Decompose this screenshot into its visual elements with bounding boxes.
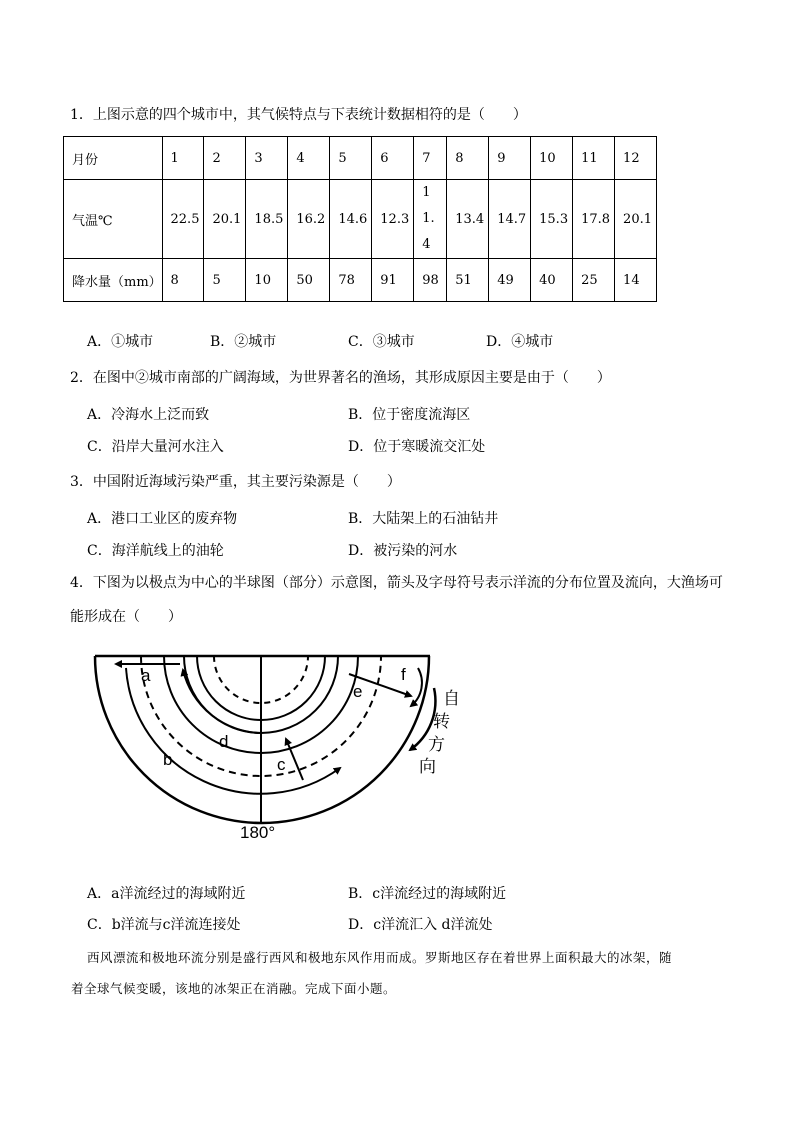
- current-label-b: b: [163, 750, 173, 769]
- table-cell: 98: [414, 259, 447, 302]
- q4-option-c: C．b洋流与c洋流连接处: [87, 917, 241, 933]
- table-cell: 7: [414, 137, 447, 180]
- table-cell: 6: [372, 137, 414, 180]
- passage-line-2: 着全球气候变暖，该地的冰架正在消融。完成下面小题。: [71, 981, 397, 996]
- table-cell-text: 11.4: [422, 185, 435, 252]
- table-cell: 15.3: [531, 180, 573, 259]
- table-cell: 51: [447, 259, 489, 302]
- table-cell: 5: [204, 259, 246, 302]
- current-d-arrow: [183, 670, 262, 733]
- rotation-label-4: 向: [419, 757, 436, 776]
- q4-option-a: A．a洋流经过的海域附近: [87, 886, 246, 902]
- table-header-precipitation: 降水量（mm）: [64, 259, 163, 302]
- passage-line-1: 西风漂流和极地环流分别是盛行西风和极地东风作用而成。罗斯地区存在着世界上面积最大的冰架，随: [87, 950, 673, 965]
- current-label-a: a: [141, 666, 151, 685]
- current-b-arrow: [126, 668, 340, 794]
- table-cell: 2: [204, 137, 246, 180]
- table-cell: 14.7: [489, 180, 531, 259]
- table-cell: 18.5: [246, 180, 288, 259]
- table-cell: 91: [372, 259, 414, 302]
- table-cell: 12.3: [372, 180, 414, 259]
- table-cell: 10: [531, 137, 573, 180]
- q1-option-a: A．①城市: [87, 334, 154, 350]
- q4-stem-line2: 能形成在（ ）: [70, 609, 182, 625]
- table-header-temperature: 气温℃: [64, 180, 163, 259]
- table-cell: 17.8: [573, 180, 615, 259]
- table-cell: 1: [162, 137, 204, 180]
- q1-option-d: D．④城市: [486, 334, 554, 350]
- table-cell: 10: [246, 259, 288, 302]
- table-cell: 3: [246, 137, 288, 180]
- q2-stem: 2．在图中②城市南部的广阔海域，为世界著名的渔场，其形成原因主要是由于（ ）: [70, 370, 611, 386]
- q2-option-d: D．位于寒暖流交汇处: [348, 439, 486, 455]
- rotation-label-3: 方: [428, 735, 445, 754]
- q3-option-d: D．被污染的河水: [348, 543, 458, 559]
- table-cell: 25: [573, 259, 615, 302]
- table-cell: 11: [573, 137, 615, 180]
- table-cell: 14: [615, 259, 657, 302]
- table-cell: 8: [447, 137, 489, 180]
- table-cell: 9: [489, 137, 531, 180]
- rotation-label-2: 转: [433, 712, 450, 731]
- table-cell: 4: [288, 137, 330, 180]
- q4-option-b: B．c洋流经过的海域附近: [348, 886, 507, 902]
- table-cell: 20.1: [615, 180, 657, 259]
- q3-option-c: C．海洋航线上的油轮: [87, 543, 224, 559]
- q3-stem: 3．中国附近海域污染严重，其主要污染源是（ ）: [70, 474, 401, 490]
- table-cell: 12: [615, 137, 657, 180]
- q1-stem: 1．上图示意的四个城市中，其气候特点与下表统计数据相符的是（ ）: [70, 107, 527, 123]
- table-cell: 5: [330, 137, 372, 180]
- q1-option-b: B．②城市: [210, 334, 277, 350]
- table-cell: 16.2: [288, 180, 330, 259]
- current-label-e: e: [353, 682, 363, 701]
- q4-option-d: D．c洋流汇入 d洋流处: [348, 917, 493, 933]
- table-row-temperature: [64, 180, 657, 259]
- current-label-f: f: [401, 665, 406, 684]
- current-label-c: c: [277, 755, 286, 774]
- table-cell: 20.1: [204, 180, 246, 259]
- table-cell: 50: [288, 259, 330, 302]
- table-cell: 78: [330, 259, 372, 302]
- q3-option-b: B．大陆架上的石油钻井: [348, 511, 499, 527]
- table-cell: 8: [162, 259, 204, 302]
- q4-stem-line1: 4．下图为以极点为中心的半球图（部分）示意图，箭头及字母符号表示洋流的分布位置及流向，大渔场可: [70, 575, 723, 591]
- table-cell: 22.5: [162, 180, 204, 259]
- ocean-current-diagram: [80, 640, 480, 850]
- rotation-label-1: 自: [443, 689, 460, 708]
- q2-option-c: C．沿岸大量河水注入: [87, 439, 224, 455]
- table-row-month: [64, 137, 657, 180]
- table-cell: [414, 180, 447, 259]
- reading-passage: [71, 942, 727, 1004]
- table-row-precipitation: [64, 259, 657, 302]
- climate-data-table: [63, 136, 657, 302]
- table-cell: 14.6: [330, 180, 372, 259]
- table-header-month: 月份: [64, 137, 163, 180]
- q3-option-a: A．港口工业区的废弃物: [87, 511, 238, 527]
- table-cell: 13.4: [447, 180, 489, 259]
- current-label-d: d: [219, 732, 229, 751]
- q1-option-c: C．③城市: [348, 334, 415, 350]
- current-f-arrow: [411, 668, 422, 706]
- q2-option-b: B．位于密度流海区: [348, 407, 471, 423]
- longitude-label-180: 180°: [240, 823, 276, 842]
- q2-option-a: A．冷海水上泛而致: [87, 407, 210, 423]
- table-cell: 49: [489, 259, 531, 302]
- table-cell: 40: [531, 259, 573, 302]
